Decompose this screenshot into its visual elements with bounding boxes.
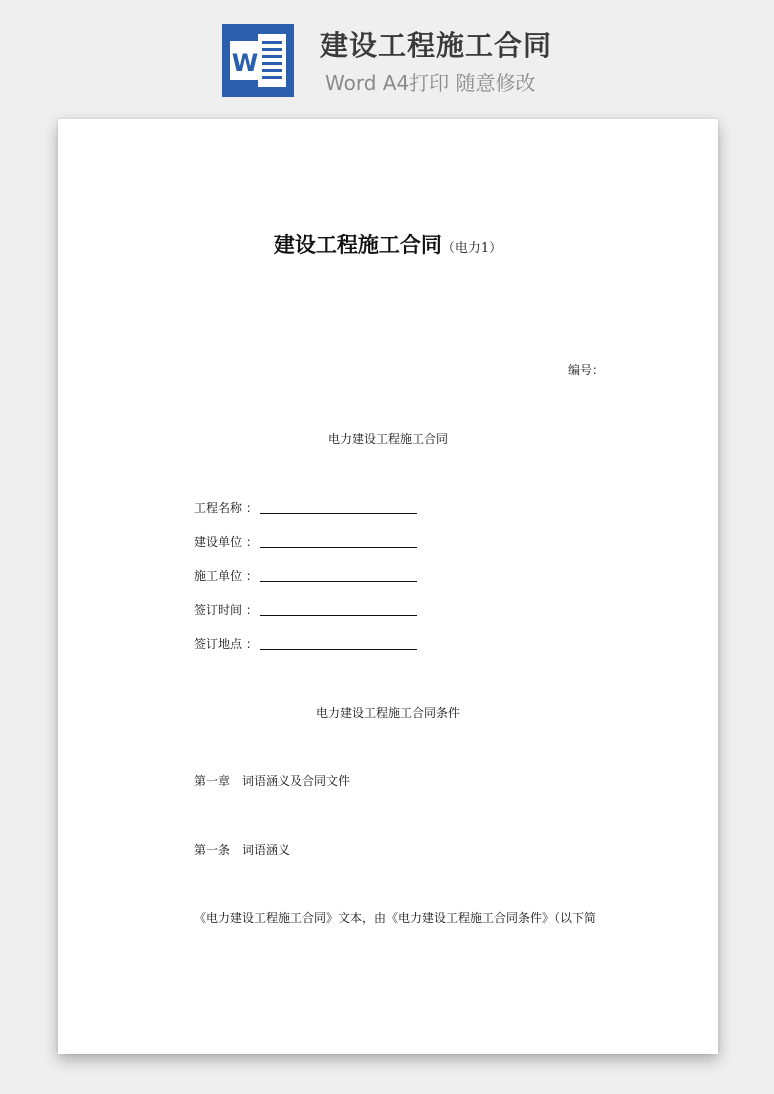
article-title: 词语涵义 xyxy=(242,843,291,857)
field-label: 建设单位 ： xyxy=(194,535,258,549)
article-number: 第一条 xyxy=(194,843,231,857)
field-underline xyxy=(260,649,417,650)
contract-heading: 电力建设工程施工合同 xyxy=(327,432,448,446)
body-paragraph: 《电力建设工程施工合同》文本，由《电力建设工程施工合同条件》（以下简 xyxy=(194,911,597,925)
field-label: 工程名称 ： xyxy=(194,501,258,515)
field-label: 签订时间 ： xyxy=(194,603,258,617)
word-document-icon xyxy=(222,24,294,97)
chapter-heading xyxy=(194,772,350,789)
conditions-heading: 电力建设工程施工合同条件 xyxy=(315,706,460,720)
document-title xyxy=(58,229,718,259)
field-underline xyxy=(260,513,417,514)
article-heading xyxy=(194,841,290,858)
serial-number-label: 编号： xyxy=(568,363,605,377)
banner-title: 建设工程施工合同 xyxy=(320,29,553,62)
field-underline xyxy=(260,615,417,616)
preview-banner xyxy=(0,0,774,118)
document-title-main: 建设工程施工合同 xyxy=(273,233,442,257)
field-underline xyxy=(260,581,417,582)
document-title-sub: （电力1） xyxy=(441,241,503,256)
banner-subtitle: Word A4打印 随意修改 xyxy=(325,71,536,95)
chapter-number: 第一章 xyxy=(194,774,231,788)
field-underline xyxy=(260,547,417,548)
chapter-title: 词语涵义及合同文件 xyxy=(242,774,351,788)
document-page xyxy=(58,119,718,1054)
field-label: 施工单位 ： xyxy=(194,569,258,583)
field-label: 签订地点 ： xyxy=(194,637,258,651)
word-logo-letter: W xyxy=(231,49,259,77)
